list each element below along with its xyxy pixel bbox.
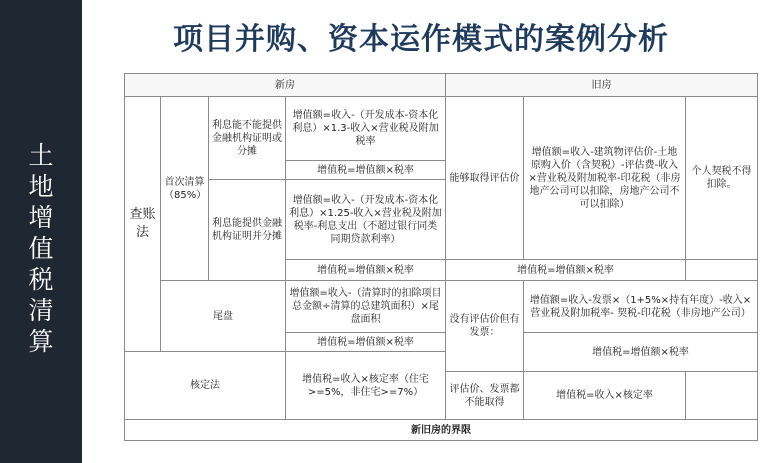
old-approved-formula: 增值税=收入×核定率 bbox=[524, 372, 686, 420]
sidebar-title-char: 值 bbox=[28, 234, 54, 263]
old-no-eval-no-invoice-label: 评估价、发票都不能取得 bbox=[446, 372, 524, 420]
empty-cell bbox=[686, 260, 758, 281]
sidebar-title-char: 地 bbox=[28, 172, 54, 201]
sidebar-title-char: 土 bbox=[28, 141, 54, 170]
old-no-eval-with-invoice-label: 没有评估价但有发票： bbox=[446, 281, 524, 372]
approved-method-label: 核定法 bbox=[125, 352, 286, 420]
empty-cell bbox=[686, 372, 758, 420]
sidebar-title-char: 清 bbox=[28, 296, 54, 325]
old-vat-tax-invoice-formula: 增值税=增值额×税率 bbox=[524, 333, 758, 372]
header-new-house: 新房 bbox=[125, 74, 446, 97]
vat-amount-tail-formula: 增值额=收入-（清算时的扣除项目总金额÷清算的总建筑面积）×尾盘面积 bbox=[286, 281, 446, 333]
vat-tax-formula-b: 增值税=增值额×税率 bbox=[286, 260, 446, 281]
audit-method-label: 查账法 bbox=[125, 97, 161, 352]
tax-comparison-table bbox=[124, 73, 758, 441]
interest-with-proof-label: 利息能提供金融机构证明并分摊 bbox=[209, 180, 286, 281]
header-old-house: 旧房 bbox=[446, 74, 758, 97]
approved-formula: 增值税=收入×核定率（住宅>=5%，非住宅>=7%） bbox=[286, 352, 446, 420]
old-vat-amount-eval-formula: 增值额=收入-建筑物评估价-土地原购入价（含契税）-评估费-收入×营业税及附加税率-印花税（非房地产公司可以扣除，房地产公司不可以扣除） bbox=[524, 97, 686, 260]
old-can-evaluate-label: 能够取得评估价 bbox=[446, 97, 524, 260]
interest-no-proof-label: 利息能不能提供金融机构证明或分摊 bbox=[209, 97, 286, 180]
page-title: 项目并购、资本运作模式的案例分析 bbox=[173, 22, 669, 57]
personal-deed-tax-note: 个人契税不得扣除。 bbox=[686, 97, 758, 260]
vat-amount-formula-b: 增值额=收入-（开发成本-资本化利息）×1.25-收入×营业税及附加税率-利息支出（不超过银行同类同期贷款利率） bbox=[286, 180, 446, 260]
sidebar bbox=[0, 0, 82, 463]
first-settlement-label: 首次清算（85%） bbox=[161, 97, 209, 281]
sidebar-title bbox=[0, 140, 82, 357]
table-footer: 新旧房的界限 bbox=[125, 420, 758, 441]
vat-tax-formula-a: 增值税=增值额×税率 bbox=[286, 161, 446, 180]
vat-amount-formula-a: 增值额=收入-（开发成本-资本化利息）×1.3-收入×营业税及附加税率 bbox=[286, 97, 446, 161]
tail-label: 尾盘 bbox=[161, 281, 286, 352]
vat-tax-tail-formula: 增值税=增值额×税率 bbox=[286, 333, 446, 352]
sidebar-title-char: 税 bbox=[28, 265, 54, 294]
sidebar-title-char: 算 bbox=[28, 327, 54, 356]
sidebar-title-char: 增 bbox=[28, 203, 54, 232]
old-vat-amount-invoice-formula: 增值额=收入-发票×（1+5%×持有年度）-收入×营业税及附加税率- 契税-印花税（非房地产公司） bbox=[524, 281, 758, 333]
old-vat-tax-eval-formula: 增值税=增值额×税率 bbox=[446, 260, 686, 281]
